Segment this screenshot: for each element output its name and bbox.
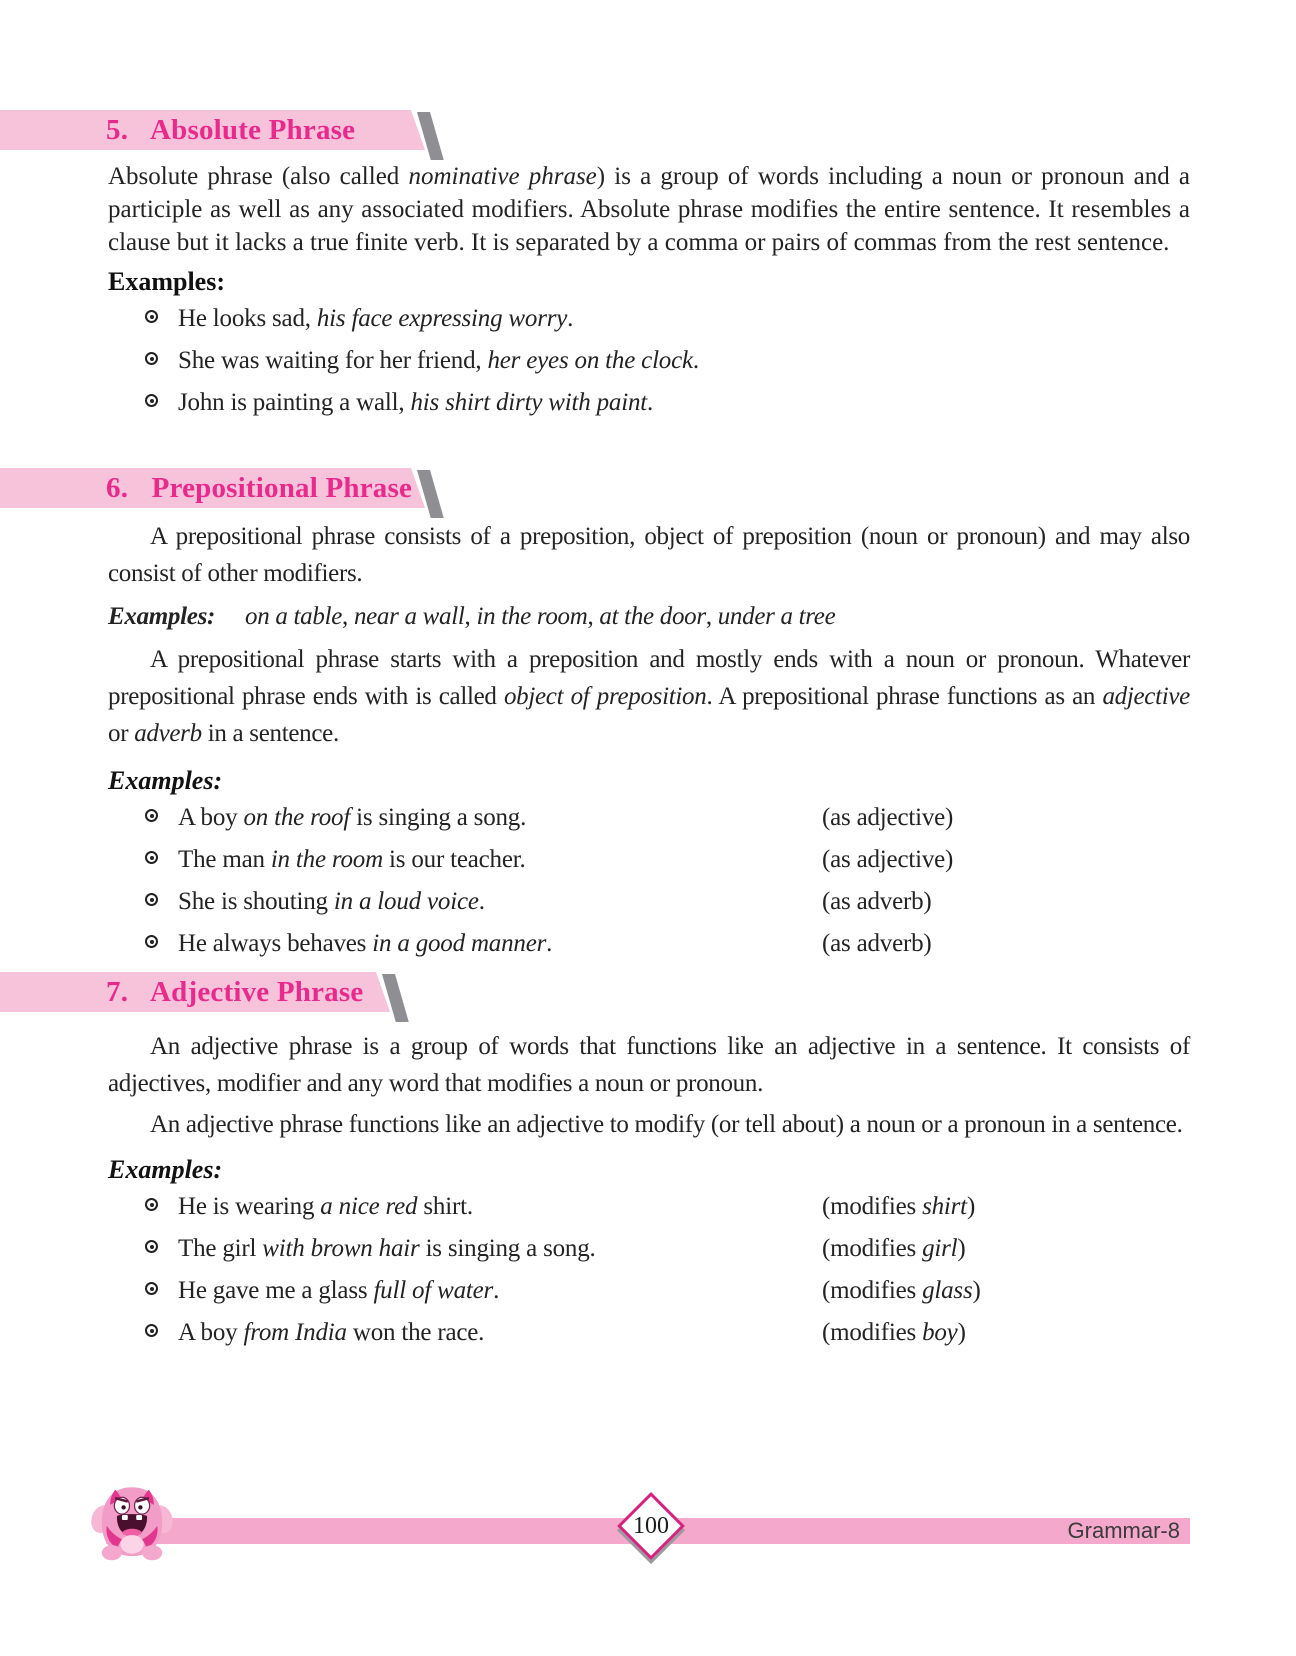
section-number: 5.: [106, 114, 129, 146]
adjective-phrase-intro: An adjective phrase is a group of words that functions like an adjective in a sentence. It consists of adjectives, modifier and any word that modifies a noun or pronoun.: [108, 1033, 1190, 1097]
inline-examples-line: [108, 598, 1190, 635]
example-text: A boy from India won the race.: [178, 1319, 485, 1346]
example-note: (as adverb): [822, 930, 932, 957]
section-number: 6.: [106, 472, 129, 504]
example-note: (modifies shirt): [822, 1193, 976, 1220]
adjective-phrase-examples-list: [108, 1193, 1190, 1346]
section-adjective-phrase: [0, 972, 1296, 1346]
section-title-text: Prepositional Phrase: [151, 472, 413, 504]
examples-label: Examples:: [108, 766, 223, 795]
example-text: The girl with brown hair is singing a song.: [178, 1235, 596, 1262]
example-text: She was waiting for her friend, her eyes on the clock.: [178, 347, 699, 374]
example-text: He always behaves in a good manner.: [178, 930, 553, 957]
example-note: (as adjective): [822, 846, 954, 873]
bullet-icon: [145, 1198, 158, 1211]
absolute-phrase-intro: Absolute phrase (also called nominative phrase) is a group of words including a noun or pronoun and a participle as well as any associated modifiers. Absolute phrase modifies the entire sentence. It resembles a clause but it lacks a true finite verb. It is separated by a comma or pairs of commas from the rest sentence.: [108, 163, 1191, 256]
inline-examples-text: on a table, near a wall, in the room, at the door, under a tree: [245, 603, 836, 630]
adjective-phrase-description: An adjective phrase functions like an adjective to modify (or tell about) a noun or a pronoun in a sentence.: [150, 1111, 1183, 1138]
example-item: [108, 1193, 1190, 1220]
section-5-heading-banner: [0, 110, 1296, 150]
examples-label: Examples:: [108, 603, 216, 630]
section-number: 7.: [106, 976, 129, 1008]
example-item: [108, 846, 1190, 873]
example-item: [108, 1277, 1190, 1304]
bullet-icon: [145, 310, 158, 323]
bullet-icon: [145, 809, 158, 822]
prepositional-phrase-examples-list: [108, 804, 1190, 957]
bullet-icon: [145, 1240, 158, 1253]
example-item: [108, 305, 1190, 332]
example-text: He looks sad, his face expressing worry.: [178, 305, 574, 332]
example-text: She is shouting in a loud voice.: [178, 888, 485, 915]
section-6-heading-banner: [0, 468, 1296, 508]
bullet-icon: [145, 352, 158, 365]
bullet-icon: [145, 851, 158, 864]
page-number: 100: [633, 1512, 669, 1539]
section-5-title: [0, 110, 1296, 150]
section-6-title: [0, 468, 1296, 508]
example-item: [108, 389, 1190, 416]
bullet-icon: [145, 935, 158, 948]
example-note: (modifies glass): [822, 1277, 981, 1304]
examples-label: Examples:: [108, 1155, 223, 1184]
book-title-label: Grammar-8: [1067, 1518, 1180, 1543]
example-note: (as adverb): [822, 888, 932, 915]
example-item: [108, 930, 1190, 957]
mascot-icon: [90, 1482, 174, 1563]
prepositional-phrase-description: A prepositional phrase starts with a preposition and mostly ends with a noun or pronoun. Whatever prepositional phrase ends with is called object of preposition. A prepositional phrase functions as an adjective or adverb in a sentence.: [108, 646, 1190, 747]
example-text: A boy on the roof is singing a song.: [178, 804, 527, 831]
section-title-text: Absolute Phrase: [150, 114, 356, 146]
examples-label: Examples:: [108, 267, 225, 296]
example-note: (as adjective): [822, 804, 954, 831]
example-item: [108, 1319, 1190, 1346]
section-title-text: Adjective Phrase: [150, 976, 364, 1008]
bullet-icon: [145, 394, 158, 407]
section-7-heading-banner: [0, 972, 1296, 1012]
page-number-diamond: [617, 1492, 685, 1560]
example-note: (modifies boy): [822, 1319, 966, 1346]
bullet-icon: [145, 1282, 158, 1295]
example-text: He is wearing a nice red shirt.: [178, 1193, 473, 1220]
example-item: [108, 888, 1190, 915]
example-text: The man in the room is our teacher.: [178, 846, 526, 873]
section-absolute-phrase: [0, 110, 1296, 416]
example-item: [108, 804, 1190, 831]
example-text: He gave me a glass full of water.: [178, 1277, 500, 1304]
example-item: [108, 347, 1190, 374]
section-7-title: [0, 972, 1296, 1012]
absolute-phrase-examples-list: [108, 305, 1190, 416]
section-prepositional-phrase: [0, 468, 1296, 957]
example-text: John is painting a wall, his shirt dirty with paint.: [178, 389, 654, 416]
example-item: [108, 1235, 1190, 1262]
example-note: (modifies girl): [822, 1235, 966, 1262]
prepositional-phrase-intro: A prepositional phrase consists of a preposition, object of preposition (noun or pronoun) and may also consist of other modifiers.: [108, 523, 1190, 587]
bullet-icon: [145, 893, 158, 906]
bullet-icon: [145, 1324, 158, 1337]
